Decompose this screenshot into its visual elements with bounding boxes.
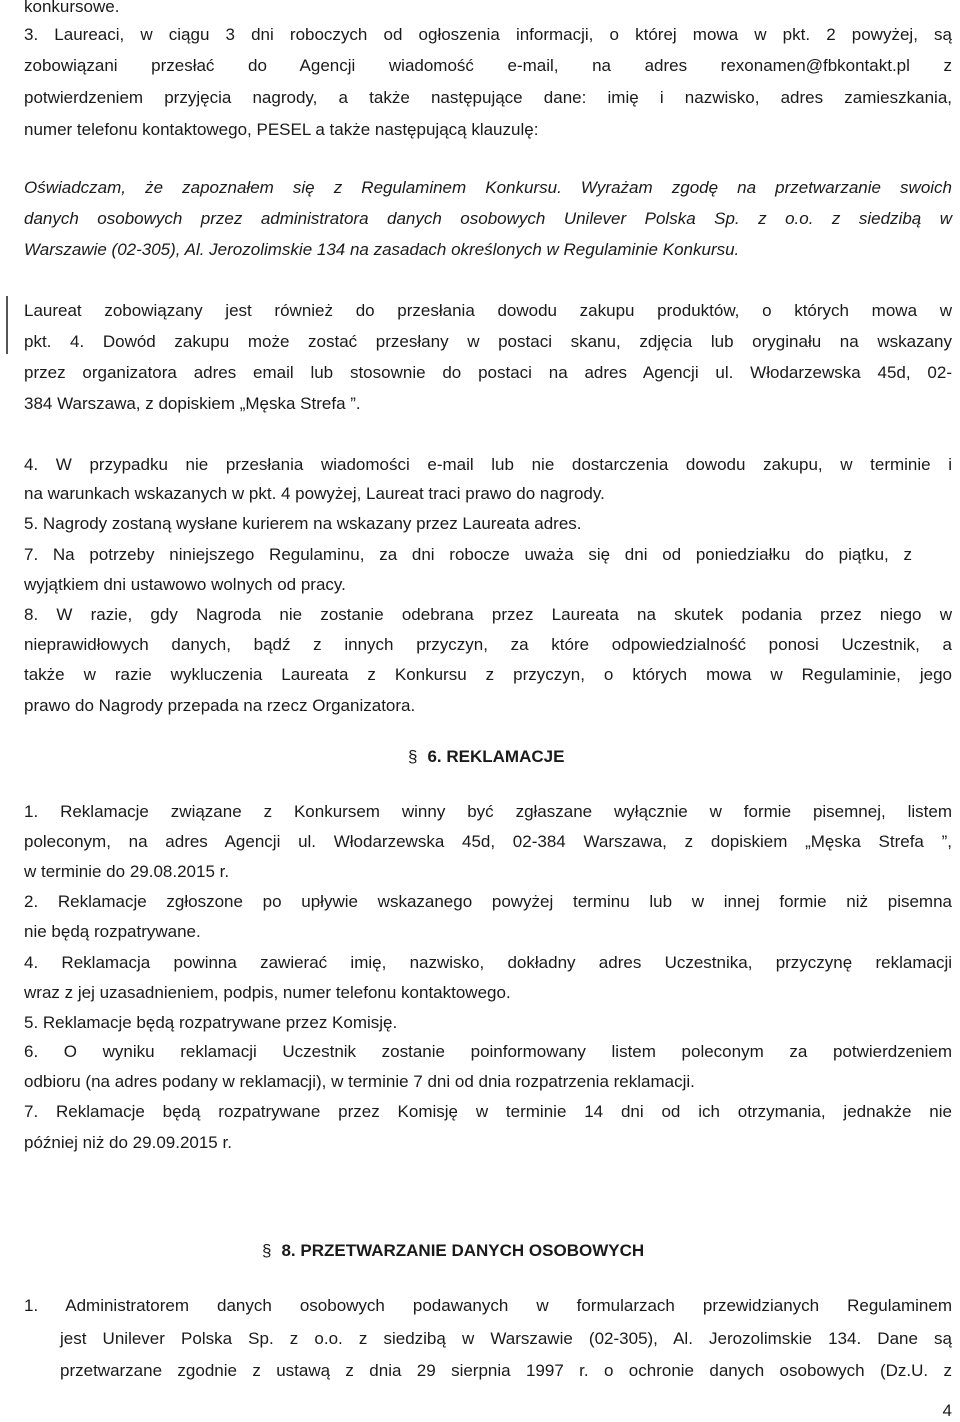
clause-line: Warszawie (02-305), Al. Jerozolimskie 134 na zasadach określonych w Regulaminie Konkursu. [24,240,740,259]
text-line: 384 Warszawa, z dopiskiem „Męska Strefa ”. [24,394,361,413]
heading-text: 6. REKLAMACJE [427,747,565,766]
heading-text: 8. PRZETWARZANIE DANYCH OSOBOWYCH [281,1241,645,1260]
text-line: zobowiązani przesłać do Agencji wiadomość e-mail, na adres rexonamen@fbkontakt.pl z [24,56,952,75]
text-line: 7. Na potrzeby niniejszego Regulaminu, za dni robocze uważa się dni od poniedziałku do piątku, z [24,545,912,564]
text-line: 1. Administratorem danych osobowych podawanych w formularzach przewidzianych Regulaminem [24,1296,952,1315]
text-line: wyjątkiem dni ustawowo wolnych od pracy. [24,575,346,594]
section-heading-przetwarzanie [262,1240,644,1262]
text-line: przez organizatora adres email lub stosownie do postaci na adres Agencji ul. Włodarzewska 45d, 02- [24,363,952,382]
text-line: na warunkach wskazanych w pkt. 4 powyżej, Laureat traci prawo do nagrody. [24,484,605,503]
clause-line: danych osobowych przez administratora danych osobowych Unilever Polska Sp. z o.o. z siedzibą w [24,209,952,228]
clause-line: Oświadczam, że zapoznałem się z Regulaminem Konkursu. Wyrażam zgodę na przetwarzanie swoich [24,178,952,197]
text-line: 6. O wyniku reklamacji Uczestnik zostanie poinformowany listem poleconym za potwierdzeniem [24,1042,952,1061]
text-line: w terminie do 29.08.2015 r. [24,862,230,881]
text-line: numer telefonu kontaktowego, PESEL a także następującą klauzulę: [24,120,539,139]
text-line: prawo do Nagrody przepada na rzecz Organizatora. [24,696,416,715]
text-line: 4. Reklamacja powinna zawierać imię, nazwisko, dokładny adres Uczestnika, przyczynę reklamacji [24,953,952,972]
text-line: nie będą rozpatrywane. [24,922,201,941]
text-line: 4. W przypadku nie przesłania wiadomości e-mail lub nie dostarczenia dowodu zakupu, w terminie i [24,455,952,474]
text-line: 5. Reklamacje będą rozpatrywane przez Komisję. [24,1013,398,1032]
text-line: 5. Nagrody zostaną wysłane kurierem na wskazany przez Laureata adres. [24,514,582,533]
text-line: 2. Reklamacje zgłoszone po upływie wskazanego powyżej terminu lub w innej formie niż pisemna [24,892,952,911]
text-line: jest Unilever Polska Sp. z o.o. z siedzibą w Warszawie (02-305), Al. Jerozolimskie 134. Dane są [60,1329,952,1348]
text-line: potwierdzeniem przyjęcia nagrody, a także następujące dane: imię i nazwisko, adres zamieszkania, [24,88,952,107]
text-line: nieprawidłowych danych, bądź z innych przyczyn, za które odpowiedzialność ponosi Uczestnik, a [24,635,952,654]
text-line: 7. Reklamacje będą rozpatrywane przez Komisję w terminie 14 dni od ich otrzymania, jednakże nie [24,1102,952,1121]
section-symbol: § [408,747,418,766]
text-line: przetwarzane zgodnie z ustawą z dnia 29 sierpnia 1997 r. o ochronie danych osobowych (Dz.U. z [60,1361,952,1380]
revision-bar [6,296,8,354]
text-line: poleconym, na adres Agencji ul. Włodarzewska 45d, 02-384 Warszawa, z dopiskiem „Męska Strefa ”, [24,832,952,851]
text-line: Laureat zobowiązany jest również do przesłania dowodu zakupu produktów, o których mowa w [24,301,952,320]
section-symbol: § [262,1241,272,1260]
page-number: 4 [942,1401,952,1420]
text-line: później niż do 29.09.2015 r. [24,1133,232,1152]
text-line: 3. Laureaci, w ciągu 3 dni roboczych od ogłoszenia informacji, o której mowa w pkt. 2 powyżej, są [24,25,952,44]
text-line: odbioru (na adres podany w reklamacji), w terminie 7 dni od dnia rozpatrzenia reklamacji. [24,1072,695,1091]
text-line: wraz z jej uzasadnieniem, podpis, numer telefonu kontaktowego. [24,983,511,1002]
text-line: 1. Reklamacje związane z Konkursem winny być zgłaszane wyłącznie w formie pisemnej, listem [24,802,952,821]
text-line: także w razie wykluczenia Laureata z Konkursu z przyczyn, o których mowa w Regulaminie, jego [24,665,952,684]
text-line: 8. W razie, gdy Nagroda nie zostanie odebrana przez Laureata na skutek podania przez niego w [24,605,952,624]
text-line: konkursowe. [24,0,120,16]
section-heading-reklamacje [408,746,564,768]
text-line: pkt. 4. Dowód zakupu może zostać przesłany w postaci skanu, zdjęcia lub oryginału na wskazany [24,332,952,351]
